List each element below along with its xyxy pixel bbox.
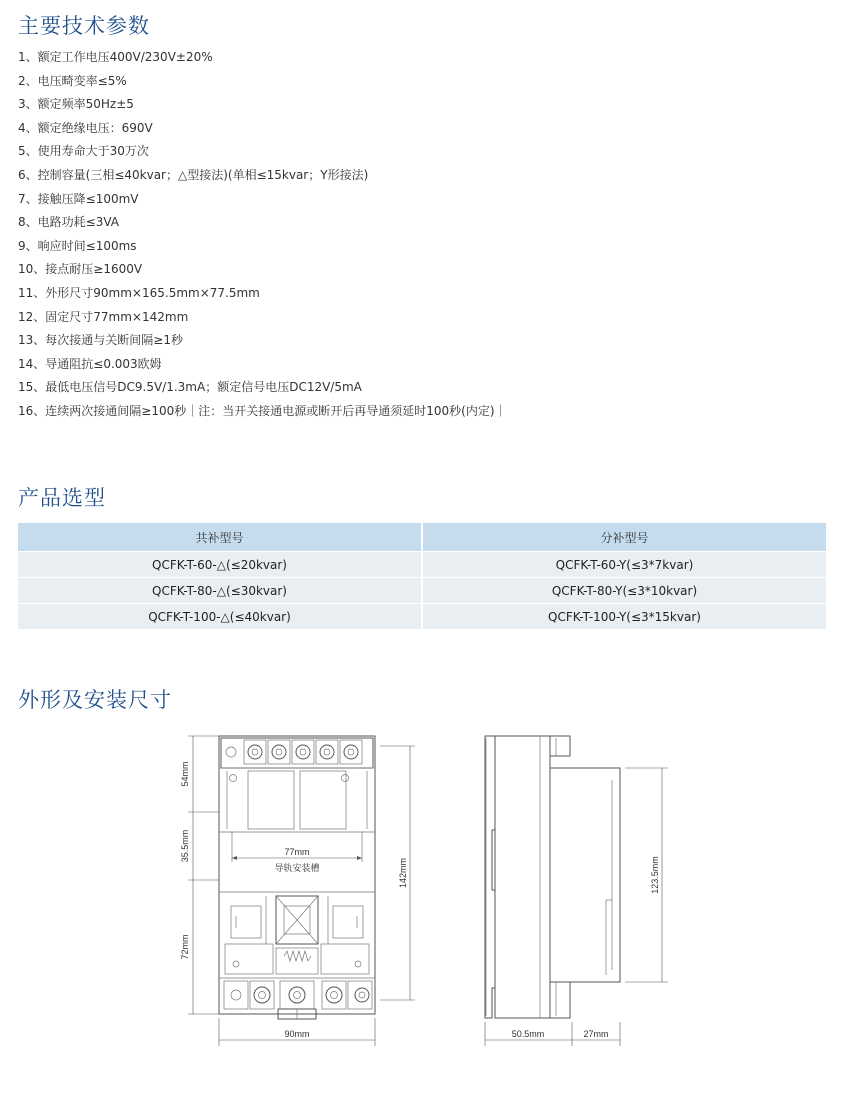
dim-142-label: 142mm [398,857,408,889]
dim-72-label: 72mm [180,934,190,960]
param-item: 5、使用寿命大于30万次 [18,144,149,159]
param-item: 12、固定尺寸77mm×142mm [18,309,189,324]
dim-54-label: 54mm [180,761,190,787]
dim-77-label: 77mm [284,847,310,857]
header-common-model: 共补型号 [18,523,422,552]
param-item: 6、控制容量(三相≤40kvar；△型接法)(单相≤15kvar；Y形接法) [18,167,369,182]
dim-90-label: 90mm [284,1029,310,1039]
param-item: 10、接点耐压≥1600V [18,262,143,277]
table-cell: QCFK-T-60-Y(≤3*7kvar) [422,552,826,578]
selection-title: 产品选型 [18,486,106,510]
dim-50-5-label: 50.5mm [511,1029,545,1039]
dim-123-5-label: 123.5mm [650,856,660,894]
table-cell: QCFK-T-100-Y(≤3*15kvar) [422,604,826,630]
param-item: 15、最低电压信号DC9.5V/1.3mA；额定信号电压DC12V/5mA [18,380,362,395]
param-item: 2、电压畸变率≤5% [18,73,127,88]
param-item: 1、额定工作电压400V/230V±20% [18,50,213,64]
params-title: 主要技术参数 [18,14,150,38]
dim-35-5-label: 35.5mm [180,829,190,863]
param-item: 16、连续两次接通间隔≥100秒｜注：当开关接通电源或断开后再导通须延时100秒(内定)｜ [18,403,507,418]
side-view [485,736,668,1046]
header-split-model: 分补型号 [422,523,826,552]
param-item: 9、响应时间≤100ms [18,238,137,253]
dim-27-label: 27mm [583,1029,609,1039]
param-item: 11、外形尺寸90mm×165.5mm×77.5mm [18,285,260,300]
param-item: 3、额定频率50Hz±5 [18,97,134,112]
table-cell: QCFK-T-60-△(≤20kvar) [18,552,422,578]
rail-slot-label: 导轨安装槽 [274,863,320,873]
front-view [188,736,415,1046]
param-item: 8、电路功耗≤3VA [18,215,119,230]
table-cell: QCFK-T-80-△(≤30kvar) [18,578,422,604]
param-item: 7、接触压降≤100mV [18,191,139,206]
param-item: 13、每次接通与关断间隔≥1秒 [18,333,183,348]
table-cell: QCFK-T-80-Y(≤3*10kvar) [422,578,826,604]
param-item: 14、导通阻抗≤0.003欧姆 [18,356,162,371]
table-cell: QCFK-T-100-△(≤40kvar) [18,604,422,630]
param-item: 4、额定绝缘电压：690V [18,120,153,135]
dimensions-title: 外形及安装尺寸 [18,688,172,712]
